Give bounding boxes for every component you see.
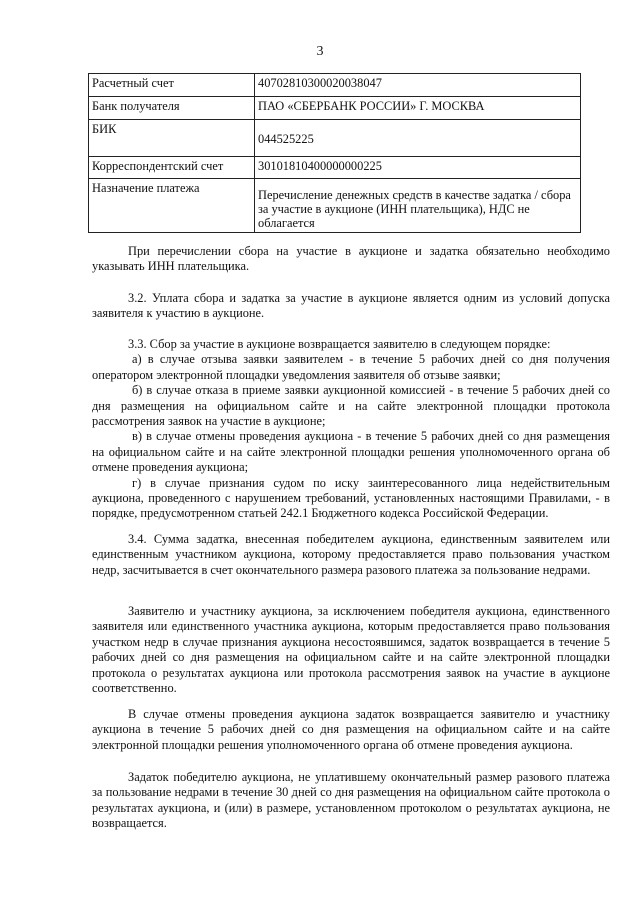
- page-number: 3: [316, 44, 324, 59]
- corr-account-value: 30101810400000000225: [255, 157, 581, 179]
- paragraph-3-4: [92, 532, 610, 578]
- bank-label: Банк получателя: [89, 97, 255, 120]
- paragraph-return: [92, 604, 610, 696]
- paragraph-winner: [92, 770, 610, 832]
- paragraph-cancel: [92, 707, 610, 753]
- list-item-b: б) в случае отказа в приеме заявки аукционной комиссией - в течение 5 рабочих дней со дня размещения на официальном сайте и на сайте электронной площадки протокола рассмотрения заявок на участие в аукционе;: [92, 383, 610, 429]
- paragraph-text: 3.3. Сбор за участие в аукционе возвращается заявителю в следующем порядке:: [128, 337, 551, 351]
- table-row: [89, 74, 581, 97]
- bik-value: 044525225: [255, 120, 581, 157]
- list-item-a: а) в случае отзыва заявки заявителем - в течение 5 рабочих дней со дня получения оператором электронной площадки уведомления заявителя об отзыве заявки;: [92, 352, 610, 382]
- list-item-v: в) в случае отмены проведения аукциона - в течение 5 рабочих дней со дня размещения на официальном сайте и на сайте электронной площадки решения уполномоченного органа об отмене проведения аукциона;: [92, 429, 610, 475]
- paragraph-text: В случае отмены проведения аукциона задаток возвращается заявителю и участнику аукциона в течение 5 рабочих дней со дня размещения на официальном сайте и на сайте электронной площадки решения уполномоченного органа об отмене проведения аукциона.: [92, 707, 610, 752]
- table-row: [89, 120, 581, 157]
- bik-label: БИК: [89, 120, 255, 157]
- paragraph-text: 3.2. Уплата сбора и задатка за участие в аукционе является одним из условий допуска заявителя к участию в аукционе.: [92, 291, 610, 321]
- paragraph-text: Задаток победителю аукциона, не уплатившему окончательный размер разового платежа за пользование недрами в течение 30 дней со дня размещения на официальном сайте протокола о результатах аукциона, и (или) в размере, установленном протоколом о результатах аукциона, не возвращается.: [92, 770, 610, 831]
- section-3-3: [92, 337, 610, 522]
- paragraph-3-2: [92, 291, 610, 322]
- paragraph-text: Заявителю и участнику аукциона, за исключением победителя аукциона, единственного заявителя или единственного участника аукциона, которым предоставляется право пользования участком недр в случае признания аукциона несостоявшимся, задаток возвращается в течение 5 рабочих дней со дня размещения на официальном сайте и на сайте электронной площадки протокола о результатах аукциона или протокола рассмотрения заявок на участие в аукционе соответственно.: [92, 604, 610, 696]
- purpose-value: Перечисление денежных средств в качестве задатка / сбора за участие в аукционе (ИНН плательщика), НДС не облагается: [255, 179, 581, 233]
- table-row: [89, 157, 581, 179]
- corr-account-label: Корреспондентский счет: [89, 157, 255, 179]
- paragraph-text: 3.4. Сумма задатка, внесенная победителем аукциона, единственным заявителем или единственным участником аукциона, которому предоставляется право пользования участком недр, засчитывается в счет окончательного размера разового платежа за пользование недрами.: [92, 532, 610, 577]
- purpose-label: Назначение платежа: [89, 179, 255, 233]
- paragraph-inn: [92, 244, 610, 275]
- bank-value: ПАО «СБЕРБАНК РОССИИ» Г. МОСКВА: [255, 97, 581, 120]
- list-item-g: г) в случае признания судом по иску заинтересованного лица недействительным аукциона, проведенного с нарушением требований, установленных настоящими Правилами, - в порядке, предусмотренном статьей 242.1 Бюджетного кодекса Российской Федерации.: [92, 475, 610, 521]
- table-row: [89, 179, 581, 233]
- payment-details-table: [88, 73, 581, 233]
- paragraph-text: При перечислении сбора на участие в аукционе и задатка обязательно необходимо указывать ИНН плательщика.: [92, 244, 610, 274]
- account-label: Расчетный счет: [89, 74, 255, 97]
- table-row: [89, 97, 581, 120]
- account-value: 40702810300020038047: [255, 74, 581, 97]
